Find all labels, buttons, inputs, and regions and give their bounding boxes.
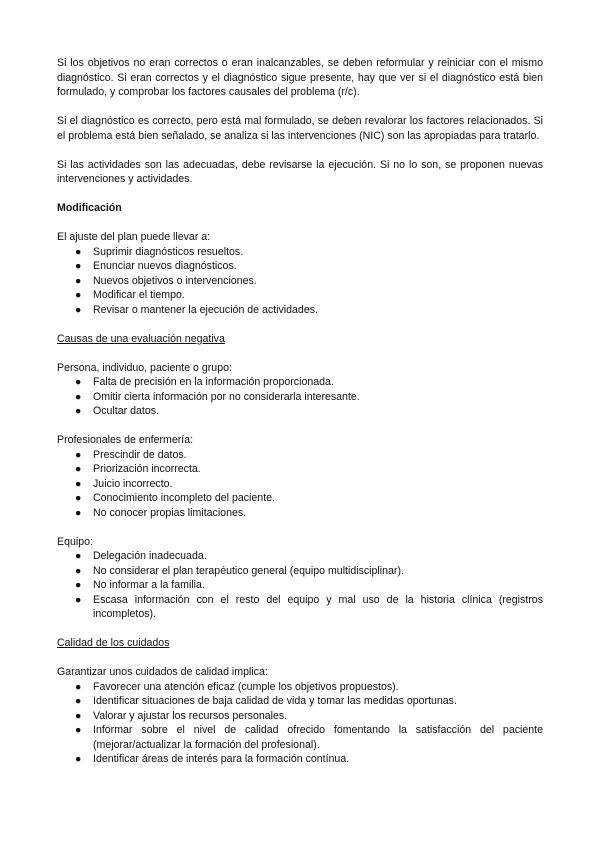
list-item: ● Ocultar datos. (75, 405, 159, 417)
list-item: ● Enunciar nuevos diagnósticos. (75, 260, 237, 272)
bullet-icon: ● (75, 245, 82, 258)
list-item: ● Nuevos objetivos o intervenciones. (75, 274, 257, 287)
document-page (57, 56, 543, 767)
list-item: ● Prescindir de datos. (75, 448, 187, 461)
bullet-icon: ● (75, 405, 82, 417)
list-item: ● Falta de precisión en la información proporcionada. (75, 376, 334, 388)
list-item: ● Modificar el tiempo. (75, 289, 185, 301)
heading-causas: Causas de una evaluación negativa (57, 332, 225, 345)
list-item: ● Favorecer una atención eficaz (cumple los objetivos propuestos). (75, 680, 399, 693)
list-item: ● Informar sobre el nivel de calidad ofrecido fomentando la satisfacción del paciente (mejorar/actualizar la formación del profesional). (75, 724, 543, 751)
modificacion-list (57, 245, 543, 318)
bullet-icon: ● (75, 593, 82, 606)
causas-profesionales-list (57, 448, 543, 521)
list-item: ● No considerar el plan terapéutico general (equipo multidisciplinar). (75, 564, 404, 577)
bullet-icon: ● (75, 289, 82, 301)
bullet-icon: ● (75, 695, 82, 707)
bullet-icon: ● (75, 260, 82, 272)
modificacion-intro: El ajuste del plan puede llevar a: (57, 231, 211, 243)
bullet-icon: ● (75, 477, 82, 490)
bullet-icon: ● (75, 448, 82, 461)
bullet-icon: ● (75, 274, 82, 287)
causas-equipo-intro: Equipo: (57, 535, 93, 548)
list-item: ● Identificar situaciones de baja calidad de vida y tomar las medidas oportunas. (75, 695, 457, 707)
list-item: ● Conocimiento incompleto del paciente. (75, 492, 275, 504)
list-item: ● Valorar y ajustar los recursos personales. (75, 709, 288, 722)
bullet-icon: ● (75, 303, 82, 316)
causas-persona-list (57, 375, 543, 419)
causas-persona-intro: Persona, individuo, paciente o grupo: (57, 361, 232, 374)
paragraph-diagnostico: Si el diagnóstico es correcto, pero está mal formulado, se deben revalorar los factores relacionados. Si el problema está bien señalado, se analiza si las intervenciones (NIC) son las apropiadas para tratarlo. (57, 115, 543, 142)
bullet-icon: ● (75, 579, 82, 591)
bullet-icon: ● (75, 550, 82, 562)
list-item: ● Juicio incorrecto. (75, 477, 173, 490)
bullet-icon: ● (75, 753, 82, 765)
list-item: ● Identificar áreas de interés para la formación contínua. (75, 753, 350, 765)
bullet-icon: ● (75, 680, 82, 693)
bullet-icon: ● (75, 506, 82, 519)
bullet-icon: ● (75, 724, 82, 736)
bullet-icon: ● (75, 564, 82, 577)
calidad-intro: Garantizar unos cuidados de calidad implica: (57, 666, 268, 678)
bullet-icon: ● (75, 463, 82, 475)
list-item: ● Revisar o mantener la ejecución de actividades. (75, 303, 318, 316)
list-item: ● No conocer propias limitaciones. (75, 506, 247, 519)
list-item: ● Omitir cierta información por no considerarla interesante. (75, 390, 360, 403)
heading-modificacion: Modificación (57, 202, 122, 214)
list-item: ● Suprimir diagnósticos resueltos. (75, 245, 244, 258)
list-item: ● Escasa información con el resto del equipo y mal uso de la historia clínica (registros incompletos). (75, 593, 543, 620)
list-item: ● No informar a la familia. (75, 579, 205, 591)
bullet-icon: ● (75, 376, 82, 388)
bullet-icon: ● (75, 492, 82, 504)
causas-equipo-list (57, 549, 543, 622)
causas-profesionales-intro: Profesionales de enfermería: (57, 434, 194, 446)
paragraph-actividades: Si las actividades son las adecuadas, debe revisarse la ejecución. Si no lo son, se proponen nuevas intervenciones y actividades. (57, 158, 543, 185)
calidad-list (57, 680, 543, 767)
list-item: ● Priorización incorrecta. (75, 463, 201, 475)
paragraph-objetivos: Si los objetivos no eran correctos o eran inalcanzables, se deben reformular y reiniciar con el mismo diagnóstico. Si eran correctos y el diagnóstico sigue presente, hay que ver si el diagnóstico está bien formulado, y comprobar los factores causales del problema (r/c). (57, 57, 543, 98)
list-item: ● Delegación inadecuada. (75, 550, 207, 562)
heading-calidad: Calidad de los cuidados (57, 637, 170, 649)
bullet-icon: ● (75, 390, 82, 403)
bullet-icon: ● (75, 709, 82, 722)
